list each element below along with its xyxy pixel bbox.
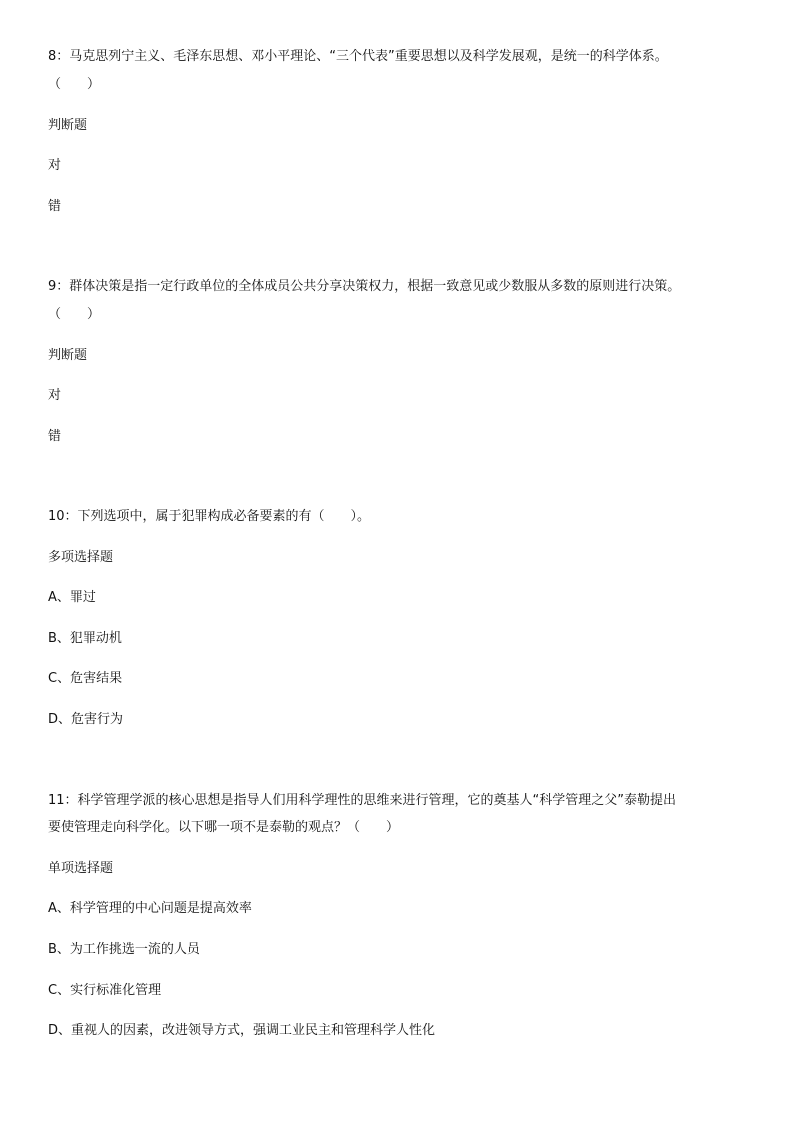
question-type: 判断题 (48, 348, 88, 363)
option-d: D、危害行为 (48, 712, 124, 727)
question-stem: 8：马克思列宁主义、毛泽东思想、邓小平理论、“三个代表”重要思想以及科学发展观，是统一的科学体系。 (48, 49, 668, 64)
option-b: B、犯罪动机 (48, 631, 122, 646)
option-c: C、危害结果 (48, 671, 123, 686)
question-type: 多项选择题 (48, 550, 114, 565)
question-stem: 10：下列选项中，属于犯罪构成必备要素的有（ ）。 (48, 509, 371, 524)
option-a: A、罪过 (48, 590, 96, 605)
option-false: 错 (48, 199, 62, 214)
question-stem-continuation: （ ） (48, 77, 101, 92)
question-type: 单项选择题 (48, 861, 114, 876)
question-stem-continuation: （ ） (48, 307, 101, 322)
question-type: 判断题 (48, 118, 88, 133)
option-true: 对 (48, 388, 62, 403)
option-true: 对 (48, 158, 62, 173)
question-stem-continuation: 要使管理走向科学化。以下哪一项不是泰勒的观点？（ ） (48, 820, 400, 835)
option-d: D、重视人的因素，改进领导方式，强调工业民主和管理科学人性化 (48, 1023, 436, 1038)
question-stem: 9：群体决策是指一定行政单位的全体成员公共分享决策权力，根据一致意见或少数服从多数的原则进行决策。 (48, 279, 681, 294)
option-a: A、科学管理的中心问题是提高效率 (48, 901, 252, 916)
option-b: B、为工作挑选一流的人员 (48, 942, 200, 957)
question-stem: 11：科学管理学派的核心思想是指导人们用科学理性的思维来进行管理，它的奠基人“科学管理之父”泰勒提出 (48, 793, 677, 808)
option-c: C、实行标准化管理 (48, 983, 162, 998)
option-false: 错 (48, 429, 62, 444)
